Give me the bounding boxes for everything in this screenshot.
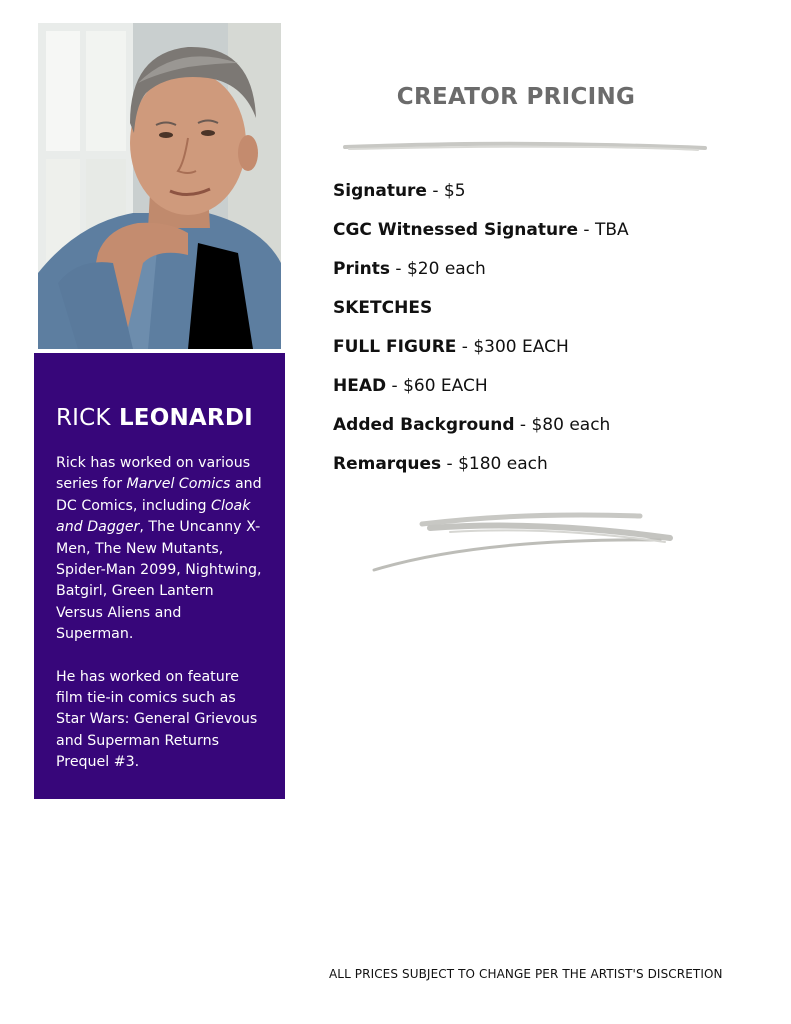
price-value: $20 each [406, 259, 486, 279]
price-item-full-figure [333, 334, 629, 373]
brush-stroke-divider-top [343, 140, 707, 154]
bio-text: Rick has worked on various series for [56, 455, 251, 493]
creator-name [56, 403, 263, 433]
bio-text: , The Uncanny X-Men, The New Mutants, Spider-Man 2099, Nightwing, Batgirl, Green Lantern Versus Aliens and Superman. [56, 519, 262, 643]
price-separator: - [386, 376, 404, 396]
creator-last-name: LEONARDI [118, 405, 253, 431]
price-list [333, 178, 629, 490]
price-item-head [333, 373, 629, 412]
creator-portrait-photo [38, 23, 281, 349]
price-label: SKETCHES [333, 298, 433, 318]
price-item-prints [333, 256, 629, 295]
bio-panel [34, 353, 285, 799]
pricing-disclaimer: ALL PRICES SUBJECT TO CHANGE PER THE ARTIST'S DISCRETION [329, 967, 723, 981]
bio-italic-text: Marvel Comics [126, 476, 231, 493]
creator-first-name: RICK [56, 405, 111, 431]
price-item-cgc-signature [333, 217, 629, 256]
bio-paragraph-1 [56, 453, 263, 646]
price-label: CGC Witnessed Signature [333, 220, 578, 240]
price-label: FULL FIGURE [333, 337, 457, 357]
bio-paragraph-2: He has worked on feature film tie-in comics such as Star Wars: General Grievous and Superman Returns Prequel #3. [56, 668, 258, 771]
price-value: TBA [594, 220, 629, 240]
price-value: $180 each [458, 454, 548, 474]
price-label: Prints [333, 259, 391, 279]
portrait-illustration [38, 23, 281, 349]
price-item-signature [333, 178, 629, 217]
price-separator: - [390, 259, 407, 279]
pricing-title: CREATOR PRICING [396, 84, 636, 110]
price-label: Added Background [333, 415, 515, 435]
bio-text: and DC Comics, including [56, 476, 262, 514]
bio-italic-text: Cloak and Dagger [56, 497, 251, 536]
price-label: Signature [333, 181, 427, 201]
price-item-remarques [333, 451, 629, 490]
price-separator: - [456, 337, 474, 357]
brush-stroke-decoration-bottom [370, 508, 690, 578]
price-value: $80 each [531, 415, 611, 435]
price-separator: - [514, 415, 532, 435]
price-value: $300 EACH [473, 337, 569, 357]
price-separator: - [577, 220, 595, 240]
price-value: $60 EACH [403, 376, 488, 396]
price-label: HEAD [333, 376, 387, 396]
price-value: $5 [443, 181, 466, 201]
price-label: Remarques [333, 454, 442, 474]
price-item-sketches-heading [333, 295, 629, 334]
price-separator: - [426, 181, 444, 201]
price-item-added-background [333, 412, 629, 451]
price-separator: - [441, 454, 459, 474]
